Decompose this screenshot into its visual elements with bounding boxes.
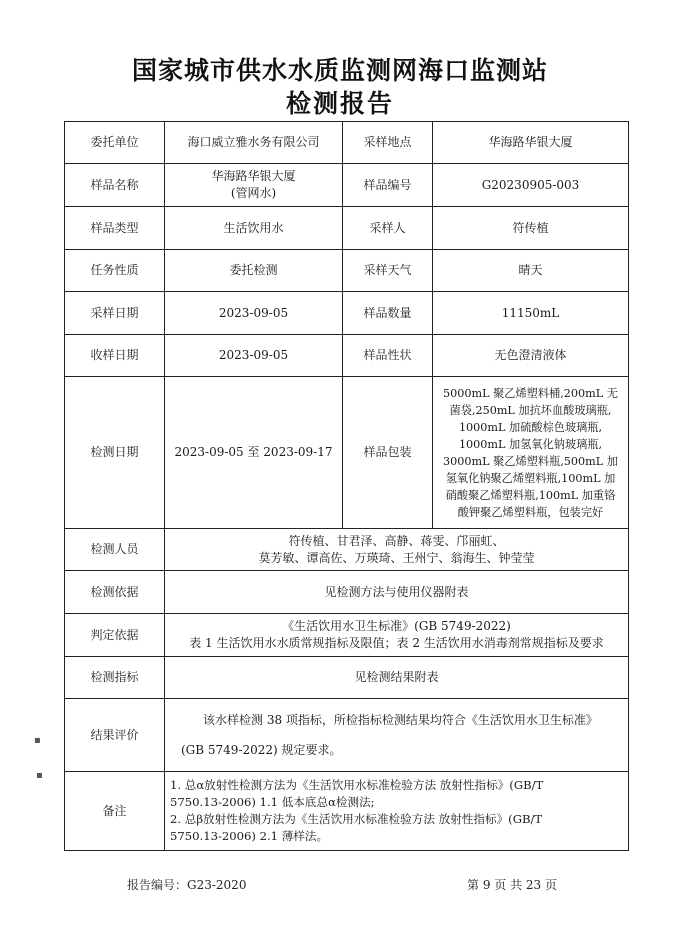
row-sampling-date [65, 292, 629, 335]
sampling-location-value: 华海路华银大厦 [433, 122, 629, 164]
packaging-line: 氢氧化钠聚乙烯塑料瓶,100mL 加 [445, 471, 616, 485]
sample-type-label: 样品类型 [65, 207, 165, 250]
row-judgement [65, 614, 629, 657]
scan-mark: ▪ [34, 735, 41, 746]
basis-label: 检测依据 [65, 571, 165, 614]
weather-label: 采样天气 [343, 250, 433, 292]
client-value: 海口威立雅水务有限公司 [165, 122, 343, 164]
row-basis [65, 571, 629, 614]
evaluation-value [165, 699, 629, 772]
packaging-value [433, 377, 629, 529]
packaging-line: 菌袋,250mL 加抗坏血酸玻璃瓶, [449, 403, 612, 417]
sampling-location-label: 采样地点 [343, 122, 433, 164]
sampling-date-value: 2023-09-05 [165, 292, 343, 335]
row-sample-name [65, 164, 629, 207]
scan-mark: ▪ [36, 770, 43, 781]
packaging-label: 样品包装 [343, 377, 433, 529]
sample-name-label: 样品名称 [65, 164, 165, 207]
remarks-line: 5750.13-2006) 2.1 薄样法。 [170, 829, 329, 843]
judgement-value [165, 614, 629, 657]
sample-type-value: 生活饮用水 [165, 207, 343, 250]
task-label: 任务性质 [65, 250, 165, 292]
report-subtitle: 检测报告 [285, 89, 394, 118]
sampler-label: 采样人 [343, 207, 433, 250]
sample-appearance-value: 无色澄清液体 [433, 335, 629, 377]
judgement-label: 判定依据 [65, 614, 165, 657]
sample-quantity-label: 样品数量 [343, 292, 433, 335]
row-indicators [65, 657, 629, 699]
evaluation-label: 结果评价 [65, 699, 165, 772]
evaluation-line1: 该水样检测 38 项指标，所检指标检测结果均符合《生活饮用水卫生标准》 [203, 713, 598, 727]
sample-quantity-value: 11150mL [433, 292, 629, 335]
row-test-date [65, 377, 629, 529]
sample-name-line1: 华海路华银大厦 [211, 169, 296, 183]
test-date-label: 检测日期 [65, 377, 165, 529]
row-client [65, 122, 629, 164]
report-number: 报告编号：G23-2020 [127, 878, 247, 892]
packaging-line: 5000mL 聚乙烯塑料桶,200mL 无 [443, 386, 618, 400]
basis-value: 见检测方法与使用仪器附表 [165, 571, 629, 614]
sample-name-value [165, 164, 343, 207]
sample-number-label: 样品编号 [343, 164, 433, 207]
sample-name-line2: (管网水) [230, 186, 277, 200]
personnel-value [165, 529, 629, 571]
sample-number-value: G20230905-003 [433, 164, 629, 207]
packaging-line: 3000mL 聚乙烯塑料瓶,500mL 加 [443, 454, 618, 468]
row-sample-type [65, 207, 629, 250]
personnel-line2: 莫芳敏、谭高佐、万瑛琦、王州宁、翁海生、钟莹莹 [258, 550, 535, 565]
row-remarks [65, 772, 629, 851]
sample-appearance-label: 样品性状 [343, 335, 433, 377]
report-table [64, 121, 629, 851]
row-receipt-date [65, 335, 629, 377]
receipt-date-value: 2023-09-05 [165, 335, 343, 377]
remarks-label: 备注 [65, 772, 165, 851]
remarks-line: 2. 总β放射性检测方法为《生活饮用水标准检验方法 放射性指标》(GB/T [170, 812, 543, 826]
sampling-date-label: 采样日期 [65, 292, 165, 335]
row-personnel [65, 529, 629, 571]
judgement-line1: 《生活饮用水卫生标准》(GB 5749-2022) [282, 619, 511, 633]
evaluation-line2: (GB 5749-2022) 规定要求。 [181, 743, 342, 757]
personnel-line1: 符传植、甘君泽、高静、蒋雯、邝丽虹、 [288, 533, 505, 548]
remarks-line: 5750.13-2006) 1.1 低本底总α检测法; [170, 795, 375, 809]
client-label: 委托单位 [65, 122, 165, 164]
sampler-value: 符传植 [433, 207, 629, 250]
weather-value: 晴天 [433, 250, 629, 292]
personnel-label: 检测人员 [65, 529, 165, 571]
report-title: 国家城市供水水质监测网海口监测站 [131, 56, 548, 85]
packaging-line: 酸钾聚乙烯塑料瓶，包装完好 [457, 505, 604, 519]
test-date-value: 2023-09-05 至 2023-09-17 [165, 377, 343, 529]
row-task [65, 250, 629, 292]
judgement-line2: 表 1 生活饮用水水质常规指标及限值；表 2 生活饮用水消毒剂常规指标及要求 [189, 636, 604, 650]
indicators-label: 检测指标 [65, 657, 165, 699]
packaging-line: 硝酸聚乙烯塑料瓶,100mL 加重铬 [445, 488, 616, 502]
packaging-line: 1000mL 加氢氧化钠玻璃瓶, [458, 437, 603, 451]
page-number: 第 9 页 共 23 页 [467, 878, 557, 892]
remarks-value [165, 772, 629, 851]
indicators-value: 见检测结果附表 [165, 657, 629, 699]
packaging-line: 1000mL 加硫酸棕色玻璃瓶, [458, 420, 603, 434]
receipt-date-label: 收样日期 [65, 335, 165, 377]
task-value: 委托检测 [165, 250, 343, 292]
row-evaluation [65, 699, 629, 772]
remarks-line: 1. 总α放射性检测方法为《生活饮用水标准检验方法 放射性指标》(GB/T [170, 778, 544, 792]
